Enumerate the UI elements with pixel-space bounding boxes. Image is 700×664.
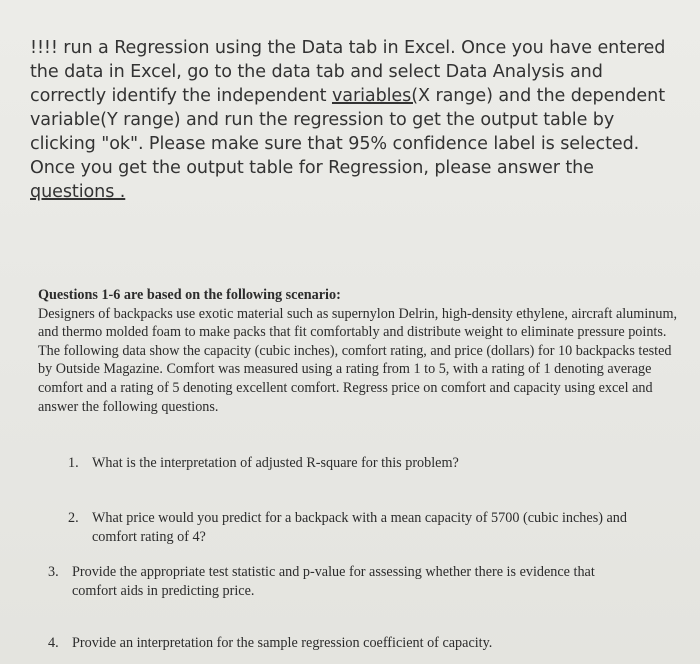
question-item <box>48 634 668 653</box>
instructions-text-part-1: !!!! run a Regression using the Data tab in Excel. Once you have entered the data in Excel, go to the data tab and select Data Analysis and correctly identify the independent <box>30 38 666 106</box>
question-text: What is the interpretation of adjusted R-square for this problem? <box>92 455 459 471</box>
question-item <box>68 509 628 546</box>
question-text: Provide the appropriate test statistic and p-value for assessing whether there is evidence that comfort aids in predicting price. <box>72 564 595 599</box>
question-item <box>68 454 658 473</box>
instructions-paragraph <box>30 36 680 204</box>
question-text: What price would you predict for a backpack with a mean capacity of 5700 (cubic inches) and comfort rating of 4? <box>92 510 627 545</box>
question-number: 2. <box>68 510 79 526</box>
underlined-variables: variables( <box>331 86 418 106</box>
question-number: 4. <box>48 635 59 651</box>
underlined-questions: questions . <box>30 182 126 202</box>
scenario-block <box>38 286 678 416</box>
scenario-heading: Questions 1-6 are based on the following scenario: <box>38 287 341 303</box>
question-item <box>48 563 608 600</box>
question-number: 3. <box>48 564 59 580</box>
instructions-text-part-2: X range) and the dependent variable(Y range) and run the regression to get the output table by clicking "ok". Please make sure that 95% confidence label is selected. Once you get the output table for Regression, please answer the <box>30 86 665 178</box>
question-number: 1. <box>68 455 79 471</box>
instructions-text <box>30 36 680 204</box>
scenario-body: Designers of backpacks use exotic material such as supernylon Delrin, high-density ethylene, aircraft aluminum, and thermo molded foam to make packs that fit comfortably and distribute weight to eliminate pressure points. The following data show the capacity (cubic inches), comfort rating, and price (dollars) for 10 backpacks tested by Outside Magazine. Comfort was measured using a rating from 1 to 5, with a rating of 1 denoting average comfort and a rating of 5 denoting excellent comfort. Regress price on comfort and capacity using excel and answer the following questions. <box>38 305 678 415</box>
question-text: Provide an interpretation for the sample regression coefficient of capacity. <box>72 635 493 651</box>
